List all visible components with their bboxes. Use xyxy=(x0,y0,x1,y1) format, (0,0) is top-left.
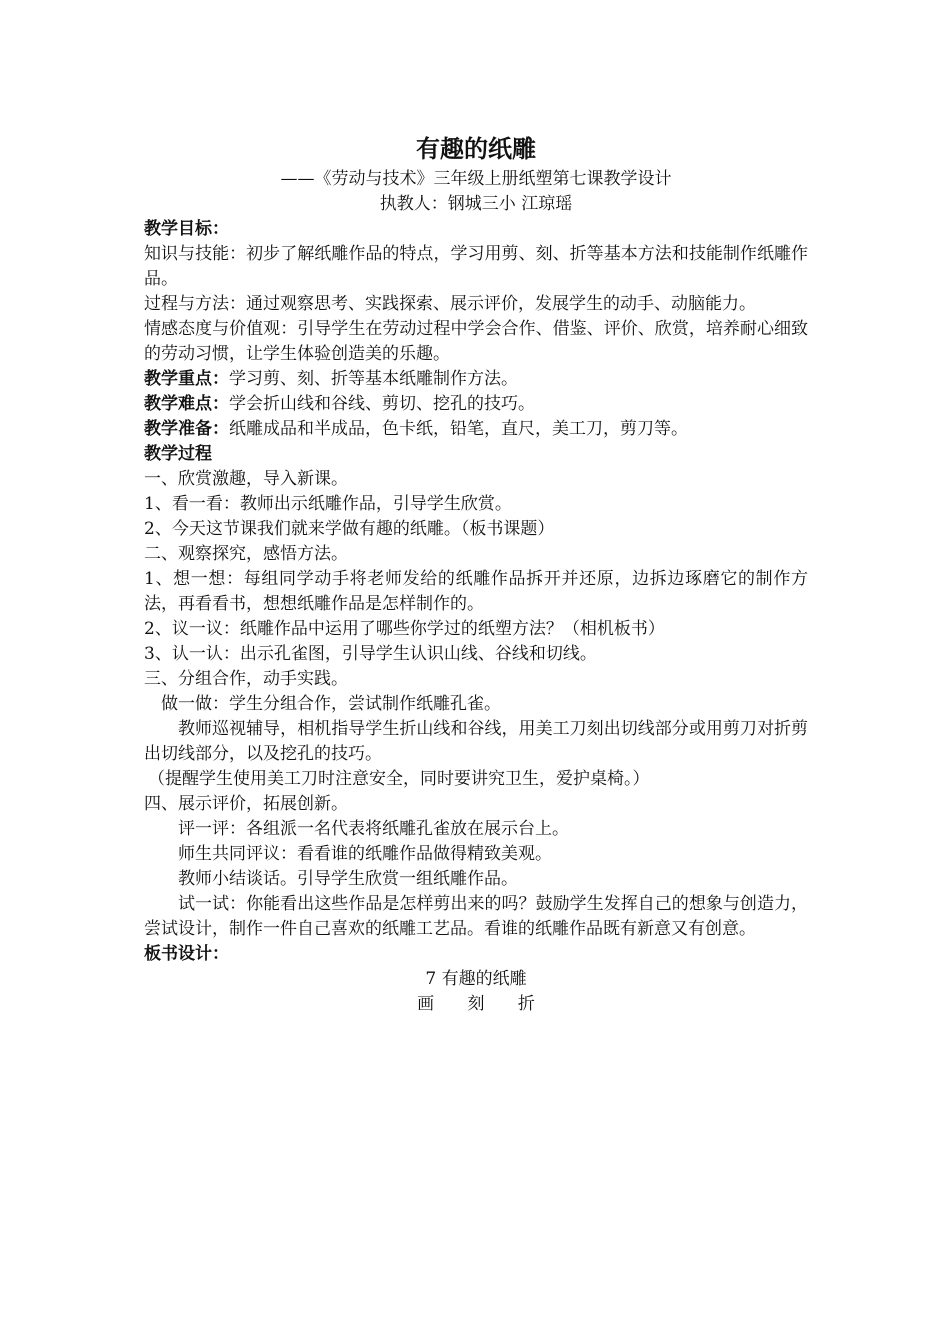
key-point-text: 学习剪、刻、折等基本纸雕制作方法。 xyxy=(229,369,518,389)
step-section-2: 二、观察探究，感悟方法。 xyxy=(144,544,348,564)
step-item: 2、议一议：纸雕作品中运用了哪些你学过的纸塑方法？（相机板书） xyxy=(144,619,665,639)
step-item: 试一试：你能看出这些作品是怎样剪出来的吗？鼓励学生发挥自己的想象与创造力，尝试设计，制作一件自己喜欢的纸雕工艺品。看谁的纸雕作品既有新意又有创意。 xyxy=(144,894,808,939)
step-item: 做一做：学生分组合作，尝试制作纸雕孔雀。 xyxy=(161,694,501,714)
board-word: 折 xyxy=(517,994,535,1014)
board-words xyxy=(144,992,808,1017)
step-item: 2、今天这节课我们就来学做有趣的纸雕。（板书课题） xyxy=(144,519,555,539)
document-page xyxy=(144,131,808,1017)
objective-knowledge: 知识与技能：初步了解纸雕作品的特点，学习用剪、刻、折等基本方法和技能制作纸雕作品。 xyxy=(144,244,808,289)
author-line: 执教人：钢城三小 江琼瑶 xyxy=(379,194,573,214)
preparation xyxy=(144,417,808,442)
process-heading: 教学过程 xyxy=(144,444,212,464)
objective-process: 过程与方法：通过观察思考、实践探索、展示评价，发展学生的动手、动脑能力。 xyxy=(144,294,756,314)
difficulty-label: 教学难点： xyxy=(144,394,229,414)
step-note: （提醒学生使用美工刀时注意安全，同时要讲究卫生，爱护桌椅。） xyxy=(148,769,650,789)
step-item: 教师巡视辅导，相机指导学生折山线和谷线，用美工刀刻出切线部分或用剪刀对折剪出切线部分，以及挖孔的技巧。 xyxy=(144,719,808,764)
difficulty xyxy=(144,392,808,417)
step-item: 评一评：各组派一名代表将纸雕孔雀放在展示台上。 xyxy=(178,819,569,839)
objectives-heading: 教学目标： xyxy=(144,219,229,239)
document-title: 有趣的纸雕 xyxy=(416,134,536,163)
document-subtitle: ——《劳动与技术》三年级上册纸塑第七课教学设计 xyxy=(280,169,672,189)
step-item: 3、认一认：出示孔雀图，引导学生认识山线、谷线和切线。 xyxy=(144,644,597,664)
step-item: 师生共同评议：看看谁的纸雕作品做得精致美观。 xyxy=(178,844,552,864)
preparation-text: 纸雕成品和半成品，色卡纸，铅笔，直尺，美工刀，剪刀等。 xyxy=(229,419,688,439)
board-word: 画 xyxy=(417,994,435,1014)
step-item: 1、看一看：教师出示纸雕作品，引导学生欣赏。 xyxy=(144,494,512,514)
board-title: 7 有趣的纸雕 xyxy=(425,969,527,989)
difficulty-text: 学会折山线和谷线、剪切、挖孔的技巧。 xyxy=(229,394,535,414)
board-heading: 板书设计： xyxy=(144,944,229,964)
key-point xyxy=(144,367,808,392)
step-item: 教师小结谈话。引导学生欣赏一组纸雕作品。 xyxy=(178,869,518,889)
step-section-3: 三、分组合作，动手实践。 xyxy=(144,669,348,689)
board-word: 刻 xyxy=(467,994,485,1014)
step-section-4: 四、展示评价，拓展创新。 xyxy=(144,794,348,814)
objective-emotion: 情感态度与价值观：引导学生在劳动过程中学会合作、借鉴、评价、欣赏，培养耐心细致的劳动习惯，让学生体验创造美的乐趣。 xyxy=(144,319,808,364)
step-section-1: 一、欣赏激趣，导入新课。 xyxy=(144,469,348,489)
step-item: 1、想一想：每组同学动手将老师发给的纸雕作品拆开并还原，边拆边琢磨它的制作方法，再看看书，想想纸雕作品是怎样制作的。 xyxy=(144,569,808,614)
key-point-label: 教学重点： xyxy=(144,369,229,389)
preparation-label: 教学准备： xyxy=(144,419,229,439)
